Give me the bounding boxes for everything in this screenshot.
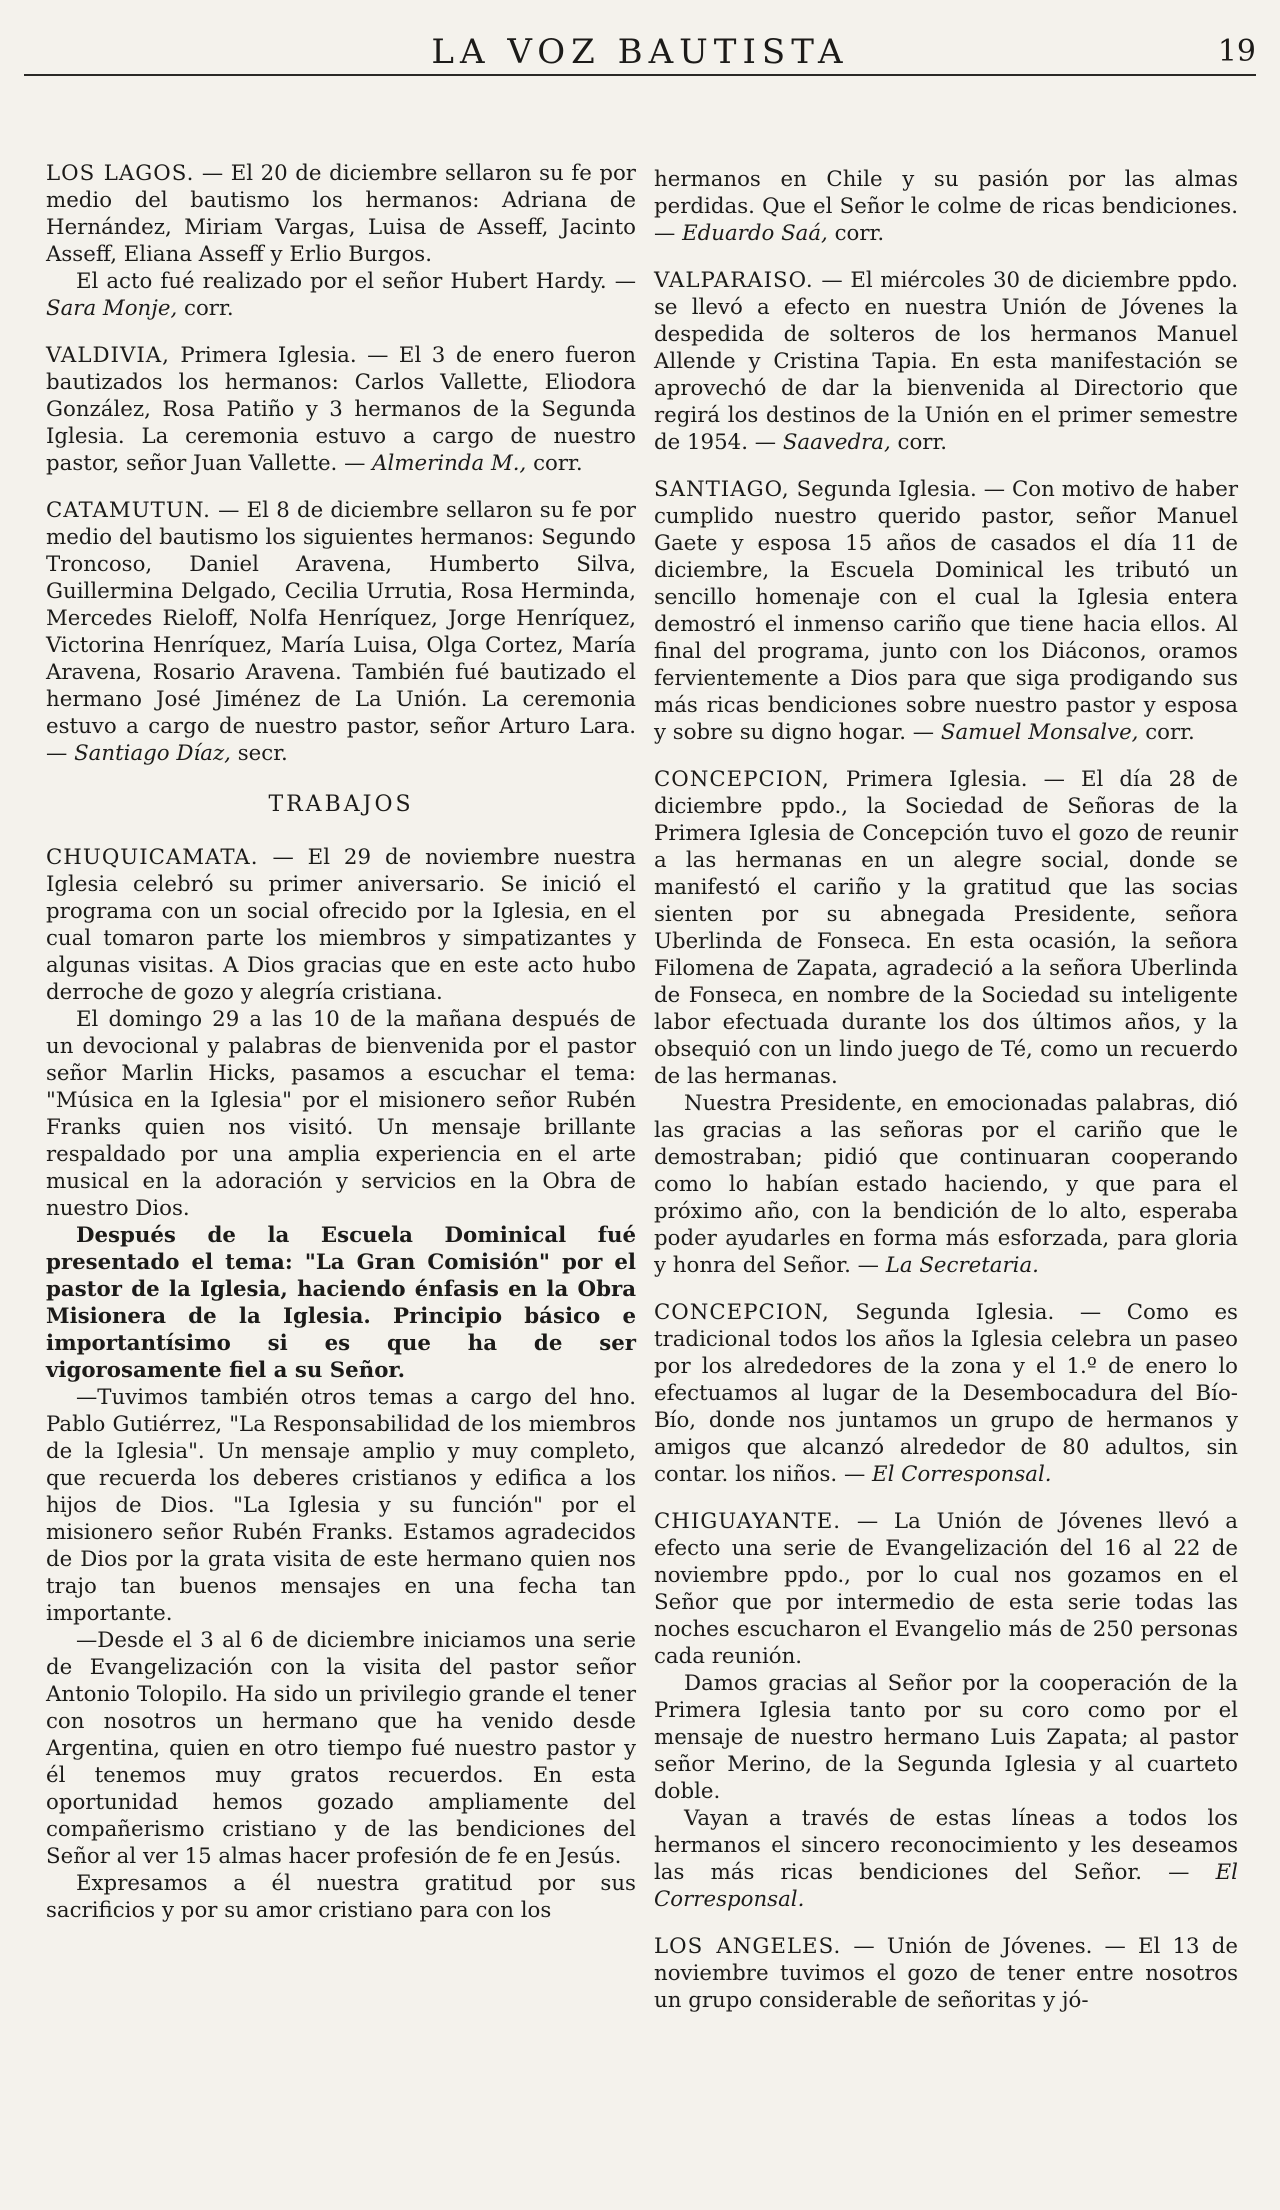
news-item-chuquicamata xyxy=(46,844,636,1924)
item-text: — La Unión de Jóvenes llevó a efecto una serie de Evangelización del 16 al 22 de noviembre ppdo., por lo cual nos gozamos en el Señor que por intermedio de esta serie todas las noches escucharon el Evangelio más de 250 personas cada reunión. xyxy=(654,1509,1238,1669)
page-header xyxy=(24,28,1256,76)
item-text: hermanos en Chile y su pasión por las almas perdidas. Que el Señor le colme de ricas bendiciones. — xyxy=(654,167,1238,246)
item-paragraph: El domingo 29 a las 10 de la mañana después de un devocional y palabras de bienvenida por el pastor señor Marlin Hicks, pasamos a escuchar el tema: "Música en la Iglesia" por el misionero señor Rubén Franks quien nos visitó. Un mensaje brillante respaldado por una amplia experiencia en el arte musical en la adoración y servicios en la Obra de nuestro Dios. xyxy=(46,1007,636,1221)
item-text: Segunda Iglesia. — Con motivo de haber cumplido nuestro querido pastor, señor Manuel Gaete y esposa 15 años de casados el día 11 de diciembre, la Escuela Dominical les tributó un sencillo homenaje con el cual la Iglesia entera demostró el inmenso cariño que tiene hacia ellos. Al final del programa, junto con los Diáconos, oramos fervientemente a Dios para que siga prodigando sus más ricas bendiciones sobre nuestro pastor y esposa y sobre su digno hogar. — xyxy=(654,477,1238,745)
item-place: CHUQUICAMATA. xyxy=(46,845,259,870)
item-place: CONCEPCION, xyxy=(654,1300,830,1325)
item-paragraph: —Desde el 3 al 6 de diciembre iniciamos una serie de Evangelización con la visita del pastor señor Antonio Tolopilo. Ha sido un privilegio grande el tener con nosotros un hermano que ha venido desde Argentina, quien en otro tiempo fué nuestro pastor y él tenemos muy gratos recuerdos. En esta oportunidad hemos gozado ampliamente del compañerismo cristiano y de las bendiciones del Señor al ver 15 almas hacer profesión de fe en Jesús. xyxy=(46,1628,636,1869)
news-item-concepcion-primera xyxy=(654,766,1238,1279)
item-text: Nuestra Presidente, en emocionadas palabras, dió las gracias a las señoras por el cariño que le demostraban; pidió que continuaran cooperando como lo habían estado haciendo, y que para el próximo año, con la bendición de lo alto, esperaba poder ayudarles en forma más esforzada, para gloria y honra del Señor. — xyxy=(654,1091,1238,1278)
item-paragraph: Después de la Escuela Dominical fué presentado el tema: "La Gran Comisión" por el pastor de la Iglesia, haciendo énfasis en la Obra Misionera de la Iglesia. Principio básico e importantísimo si es que ha de ser vigorosamente fiel a su Señor. xyxy=(46,1223,636,1383)
magazine-title: LA VOZ BAUTISTA xyxy=(431,32,849,72)
item-signature: La Secretaria. xyxy=(885,1253,1039,1278)
item-signature-suffix: corr. xyxy=(897,430,948,455)
item-signature-suffix: secr. xyxy=(237,741,288,766)
left-column xyxy=(46,160,636,1944)
news-item-concepcion-segunda xyxy=(654,1299,1238,1488)
item-signature: El Corresponsal. xyxy=(654,1860,1238,1912)
item-text: Primera Iglesia. — El 3 de enero fueron bautizados los hermanos: Carlos Vallette, Eliodora González, Rosa Patiño y 3 hermanos de la Segunda Iglesia. La ceremonia estuvo a cargo de nuestro pastor, señor Juan Vallette. — xyxy=(46,343,636,476)
item-place: CHIGUAYANTE. xyxy=(654,1509,842,1534)
item-place: CATAMUTUN. xyxy=(46,498,211,523)
news-item-catamutun xyxy=(46,497,636,767)
news-item-los-lagos xyxy=(46,160,636,322)
item-signature: Saavedra, xyxy=(782,430,891,455)
item-place: VALPARAISO. xyxy=(654,268,814,293)
news-item-santiago xyxy=(654,476,1238,746)
item-text: — El 20 de diciembre sellaron su fe por medio del bautismo los hermanos: Adriana de Hernández, Miriam Vargas, Luisa de Asseff, Jacinto Asseff, Eliana Asseff y Erlio Burgos. xyxy=(46,161,636,267)
right-column xyxy=(654,166,1238,2034)
item-signature: El Corresponsal. xyxy=(872,1462,1052,1487)
item-signature: Samuel Monsalve, xyxy=(940,720,1139,745)
news-item-chiguayante xyxy=(654,1508,1238,1913)
item-signature-suffix: corr. xyxy=(1145,720,1195,745)
item-text: — El 8 de diciembre sellaron su fe por medio del bautismo los siguientes hermanos: Segundo Troncoso, Daniel Aravena, Humberto Silva, Guillermina Delgado, Cecilia Urrutia, Rosa Herminda, Mercedes Rieloff, Nolfa Henríquez, Jorge Henríquez, Victorina Henríquez, María Luisa, Olga Cortez, María Aravena, Rosario Aravena. También fué bautizado el hermano José Jiménez de La Unión. La ceremonia estuvo a cargo de nuestro pastor, señor Arturo Lara. — xyxy=(46,498,636,766)
item-text: Segunda Iglesia. — Como es tradicional todos los años la Iglesia celebra un paseo por los alrededores de la zona y el 1.º de enero lo efectuamos al lugar de la Desembocadura del Bío-Bío, donde nos juntamos un grupo de hermanos y amigos que alcanzó alrededor de 80 adultos, sin contar. los niños. — xyxy=(654,1300,1238,1487)
item-place: SANTIAGO, xyxy=(654,477,790,502)
item-signature-suffix: corr. xyxy=(533,451,583,476)
news-item-valdivia xyxy=(46,342,636,477)
item-signature-suffix: corr. xyxy=(184,296,234,321)
item-signature: Eduardo Saá, xyxy=(682,221,828,246)
item-text: — El 29 de noviembre nuestra Iglesia celebró su primer aniversario. Se inició el programa con un social ofrecido por la Iglesia, en el cual tomaron parte los miembros y simpatizantes y algunas visitas. A Dios gracias que en este acto hubo derroche de gozo y alegría cristiana. xyxy=(46,845,636,1005)
item-text: El acto fué realizado por el señor Hubert Hardy. — xyxy=(76,269,636,294)
section-heading-trabajos: TRABAJOS xyxy=(268,792,414,817)
item-signature-suffix: corr. xyxy=(834,221,885,246)
item-paragraph: Damos gracias al Señor por la cooperación de la Primera Iglesia tanto por su coro como por el mensaje de nuestro hermano Luis Zapata; al pastor señor Merino, de la Segunda Iglesia y al cuarteto doble. xyxy=(654,1671,1238,1804)
item-signature: Almerinda M., xyxy=(372,451,527,476)
news-item-los-angeles xyxy=(654,1933,1238,2014)
item-place: CONCEPCION, xyxy=(654,767,830,792)
item-place: LOS LAGOS. xyxy=(46,161,195,186)
page-number: 19 xyxy=(1217,34,1256,69)
item-text: — El miércoles 30 de diciembre ppdo. se llevó a efecto en nuestra Unión de Jóvenes la despedida de solteros de los hermanos Manuel Allende y Cristina Tapia. En esta manifestación se aprovechó de dar la bienvenida al Directorio que regirá los destinos de la Unión en el primer semestre de 1954. — xyxy=(654,268,1238,455)
item-text: — Unión de Jóvenes. — El 13 de noviembre tuvimos el gozo de tener entre nosotros un grupo considerable de señoritas y jó- xyxy=(654,1934,1238,2013)
item-place: VALDIVIA, xyxy=(46,343,170,368)
item-signature: Santiago Díaz, xyxy=(74,741,231,766)
item-text: Primera Iglesia. — El día 28 de diciembre ppdo., la Sociedad de Señoras de la Primera Iglesia de Concepción tuvo el gozo de reunir a las hermanas en un alegre social, donde se manifestó el cariño y la gratitud que las socias sienten por su abnegada Presidente, señora Uberlinda de Fonseca. En esta ocasión, la señora Filomena de Zapata, agradeció a la señora Uberlinda de Fonseca, en nombre de la Sociedad su inteligente labor efectuada durante los dos últimos años, y la obsequió con un lindo juego de Té, como un recuerdo de las hermanas. xyxy=(654,767,1238,1089)
item-paragraph: —Tuvimos también otros temas a cargo del hno. Pablo Gutiérrez, "La Responsabilidad de los miembros de la Iglesia". Un mensaje amplio y muy completo, que recuerda los deberes cristianos y edifica a los hijos de Dios. "La Iglesia y su función" por el misionero señor Rubén Franks. Estamos agradecidos de Dios por la grata visita de este hermano quien nos trajo tan buenos mensajes en una fecha tan importante. xyxy=(46,1385,636,1626)
item-text: Vayan a través de estas líneas a todos los hermanos el sincero reconocimiento y les deseamos las más ricas bendiciones del Señor. — xyxy=(654,1806,1238,1885)
item-place: LOS ANGELES. xyxy=(654,1934,842,1959)
item-paragraph: Expresamos a él nuestra gratitud por sus sacrificios y por su amor cristiano para con los xyxy=(46,1871,636,1923)
news-item-valparaiso xyxy=(654,267,1238,456)
news-item-continuation xyxy=(654,166,1238,247)
item-signature: Sara Monje, xyxy=(46,296,178,321)
